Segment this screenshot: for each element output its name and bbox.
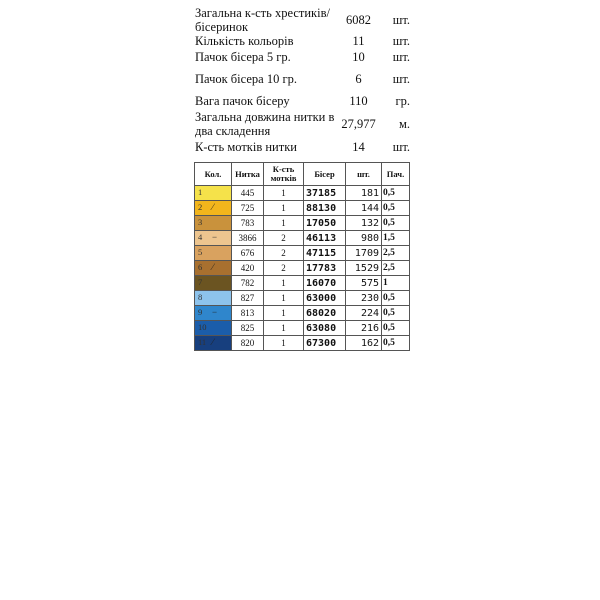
stitch-symbol-icon: ⁄ [212, 262, 214, 272]
color-number: 1 [198, 187, 203, 197]
color-row [195, 291, 410, 306]
skein-count: 2 [264, 231, 304, 246]
bead-quantity: 980 [346, 231, 382, 246]
color-number: 2 [198, 202, 203, 212]
thread-code: 782 [232, 276, 264, 291]
summary-value: 110 [349, 94, 368, 108]
color-swatch [195, 201, 232, 216]
thread-code: 676 [232, 246, 264, 261]
color-key-table [194, 162, 410, 351]
summary-row [195, 48, 410, 66]
summary-unit: м. [398, 117, 410, 131]
color-row [195, 321, 410, 336]
bead-code: 47115 [304, 246, 346, 261]
bead-quantity: 181 [346, 186, 382, 201]
summary-value: 6082 [346, 13, 371, 27]
skein-count: 1 [264, 216, 304, 231]
bead-code: 88130 [304, 201, 346, 216]
color-swatch [195, 321, 232, 336]
summary-unit: гр. [395, 94, 410, 108]
skein-count: 1 [264, 186, 304, 201]
header-bead: Бісер [304, 163, 346, 186]
color-swatch [195, 306, 232, 321]
summary-row [195, 6, 410, 34]
pack-count: 0,5 [382, 306, 410, 321]
bead-code: 46113 [304, 231, 346, 246]
summary-label: Кількість кольорів [195, 34, 294, 48]
pack-count: 2,5 [382, 261, 410, 276]
color-row [195, 306, 410, 321]
header-count: шт. [346, 163, 382, 186]
summary-value: 11 [352, 34, 365, 48]
bead-code: 68020 [304, 306, 346, 321]
header-color: Кол. [195, 163, 232, 186]
color-number: 7 [198, 277, 203, 287]
summary-label: Загальна довжина нитки в два складення [195, 110, 335, 138]
bead-quantity: 132 [346, 216, 382, 231]
summary-label: Пачок бісера 10 гр. [195, 72, 297, 86]
color-number: 10 [198, 322, 207, 332]
color-number: 9 [198, 307, 203, 317]
bead-code: 63080 [304, 321, 346, 336]
color-swatch [195, 216, 232, 231]
skein-count: 1 [264, 306, 304, 321]
summary-unit: шт. [392, 72, 410, 86]
color-number: 4 [198, 232, 203, 242]
thread-code: 445 [232, 186, 264, 201]
bead-quantity: 1709 [346, 246, 382, 261]
thread-code: 820 [232, 336, 264, 351]
color-swatch [195, 276, 232, 291]
header-packs: Пач. [382, 163, 410, 186]
stitch-symbol-icon: − [212, 232, 218, 242]
color-key-header [195, 163, 410, 186]
summary-unit: шт. [392, 50, 410, 64]
summary-value: 10 [352, 50, 365, 64]
summary-row [195, 66, 410, 92]
skein-count: 1 [264, 336, 304, 351]
color-key-body [195, 186, 410, 351]
summary-row [195, 110, 410, 138]
summary-value: 6 [355, 72, 362, 86]
thread-code: 420 [232, 261, 264, 276]
thread-code: 827 [232, 291, 264, 306]
pack-count: 0,5 [382, 186, 410, 201]
summary-row [195, 34, 410, 48]
summary-value: 14 [352, 140, 365, 154]
bead-code: 16070 [304, 276, 346, 291]
summary-body [195, 6, 410, 156]
stitch-symbol-icon: ⁄ [212, 337, 214, 347]
pack-count: 2,5 [382, 246, 410, 261]
thread-code: 725 [232, 201, 264, 216]
color-row [195, 231, 410, 246]
summary-label: К-сть мотків нитки [195, 140, 297, 154]
summary-row [195, 138, 410, 156]
bead-quantity: 224 [346, 306, 382, 321]
skein-count: 1 [264, 201, 304, 216]
bead-quantity: 230 [346, 291, 382, 306]
thread-code: 825 [232, 321, 264, 336]
skein-count: 1 [264, 276, 304, 291]
color-row [195, 246, 410, 261]
color-swatch [195, 231, 232, 246]
pack-count: 0,5 [382, 201, 410, 216]
bead-quantity: 1529 [346, 261, 382, 276]
summary-row [195, 92, 410, 110]
color-row [195, 186, 410, 201]
stitch-symbol-icon: − [212, 307, 218, 317]
bead-quantity: 575 [346, 276, 382, 291]
pack-count: 0,5 [382, 216, 410, 231]
color-row [195, 276, 410, 291]
summary-label: Загальна к-сть хрестиків/бісеринок [195, 6, 330, 34]
summary-label: Пачок бісера 5 гр. [195, 50, 291, 64]
color-row [195, 216, 410, 231]
bead-quantity: 216 [346, 321, 382, 336]
bead-code: 63000 [304, 291, 346, 306]
header-skeins: К-сть мотків [264, 163, 304, 186]
skein-count: 1 [264, 291, 304, 306]
color-swatch [195, 261, 232, 276]
skein-count: 1 [264, 321, 304, 336]
thread-code: 813 [232, 306, 264, 321]
bead-code: 67300 [304, 336, 346, 351]
summary-value: 27,977 [341, 117, 376, 131]
color-number: 6 [198, 262, 203, 272]
stitch-symbol-icon: ⁄ [212, 202, 214, 212]
summary-table [195, 6, 410, 156]
summary-unit: шт. [392, 140, 410, 154]
bead-code: 17050 [304, 216, 346, 231]
pack-count: 0,5 [382, 291, 410, 306]
skein-count: 2 [264, 246, 304, 261]
header-thread: Нитка [232, 163, 264, 186]
bead-code: 17783 [304, 261, 346, 276]
summary-unit: шт. [392, 13, 410, 27]
color-row [195, 336, 410, 351]
color-number: 5 [198, 247, 203, 257]
color-number: 8 [198, 292, 203, 302]
color-row [195, 201, 410, 216]
skein-count: 2 [264, 261, 304, 276]
thread-code: 3866 [232, 231, 264, 246]
color-number: 3 [198, 217, 203, 227]
color-swatch [195, 336, 232, 351]
bead-code: 37185 [304, 186, 346, 201]
pack-count: 0,5 [382, 336, 410, 351]
summary-unit: шт. [392, 34, 410, 48]
color-swatch [195, 246, 232, 261]
thread-code: 783 [232, 216, 264, 231]
pack-count: 1 [382, 276, 410, 291]
pack-count: 1,5 [382, 231, 410, 246]
color-swatch [195, 291, 232, 306]
bead-quantity: 144 [346, 201, 382, 216]
color-number: 11 [198, 337, 207, 347]
bead-quantity: 162 [346, 336, 382, 351]
summary-label: Вага пачок бісеру [195, 94, 290, 108]
color-row [195, 261, 410, 276]
color-swatch [195, 186, 232, 201]
pack-count: 0,5 [382, 321, 410, 336]
